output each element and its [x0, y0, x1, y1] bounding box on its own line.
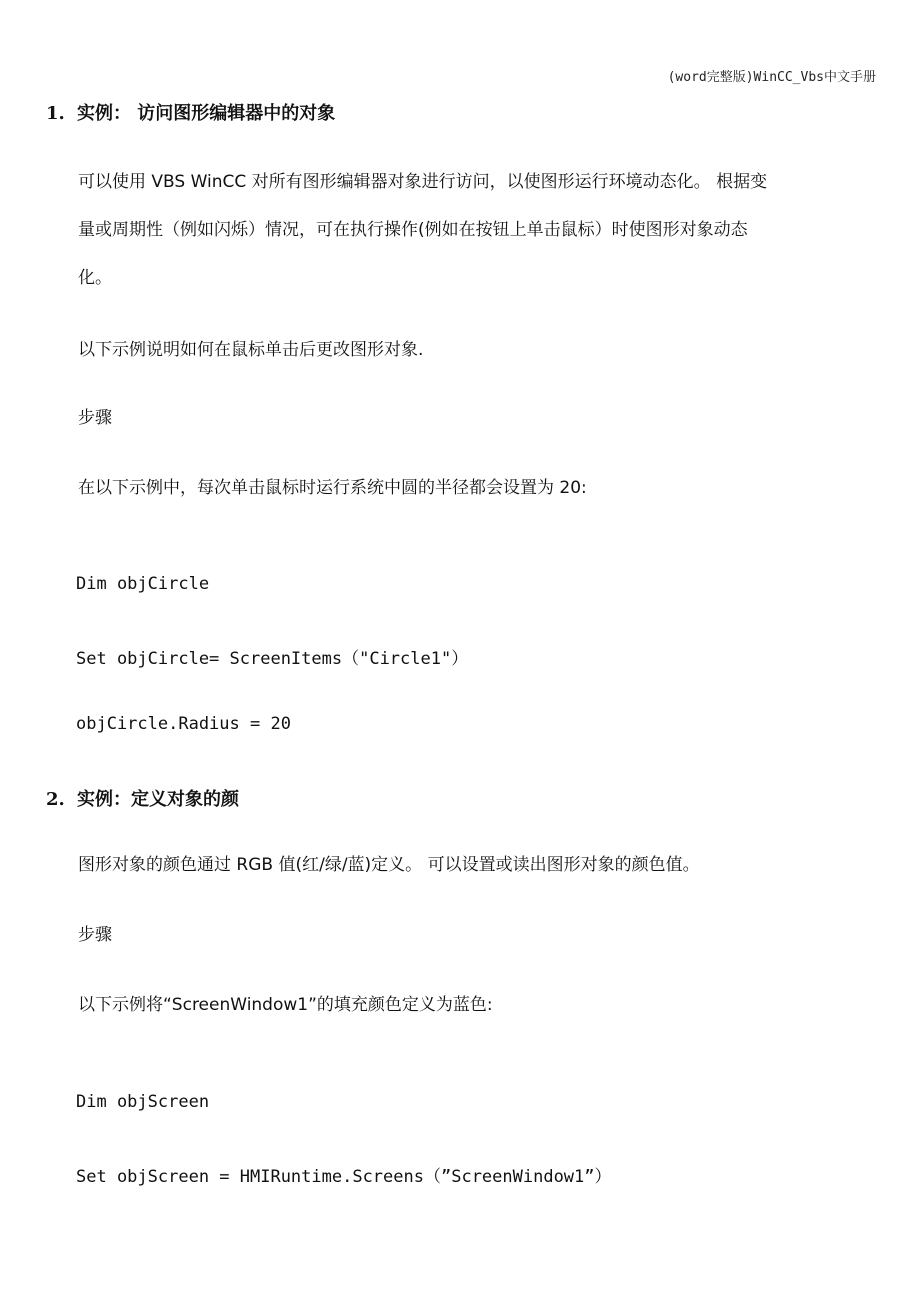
section-2-heading — [46, 785, 239, 811]
section-1-heading — [46, 99, 335, 125]
section-1-example-description: 以下示例说明如何在鼠标单击后更改图形对象. — [78, 340, 424, 360]
code-line: Set objCircle= ScreenItems（"Circle1"） — [76, 649, 469, 669]
code-line: Dim objScreen — [76, 1092, 210, 1112]
code-line: objCircle.Radius = 20 — [76, 714, 291, 734]
section-1-title: 实例： 访问图形编辑器中的对象 — [77, 103, 336, 124]
section-2-intro: 图形对象的颜色通过 RGB 值(红/绿/蓝)定义。 可以设置或读出图形对象的颜色值。 — [78, 855, 700, 875]
section-1-number: 1. — [46, 103, 65, 124]
section-2-steps-label: 步骤 — [78, 925, 112, 945]
section-1-intro-line-1: 可以使用 VBS WinCC 对所有图形编辑器对象进行访问，以使图形运行环境动态化。 根据变 — [78, 172, 768, 192]
code-line: Dim objCircle — [76, 574, 210, 594]
section-2-number: 2. — [46, 789, 65, 810]
page-header: (word完整版)WinCC_Vbs中文手册 — [667, 70, 876, 85]
section-2-step-description: 以下示例将“ScreenWindow1”的填充颜色定义为蓝色: — [78, 995, 493, 1015]
section-1-step-description: 在以下示例中，每次单击鼠标时运行系统中圆的半径都会设置为 20: — [78, 478, 587, 498]
section-1-intro-line-2: 量或周期性（例如闪烁）情况，可在执行操作(例如在按钮上单击鼠标）时使图形对象动态 — [78, 220, 748, 240]
code-line: Set objScreen = HMIRuntime.Screens（”ScreenWindow1”） — [76, 1167, 612, 1187]
section-2-title: 实例：定义对象的颜 — [77, 789, 239, 810]
section-1-intro-line-3: 化。 — [78, 268, 112, 288]
section-1-steps-label: 步骤 — [78, 408, 112, 428]
